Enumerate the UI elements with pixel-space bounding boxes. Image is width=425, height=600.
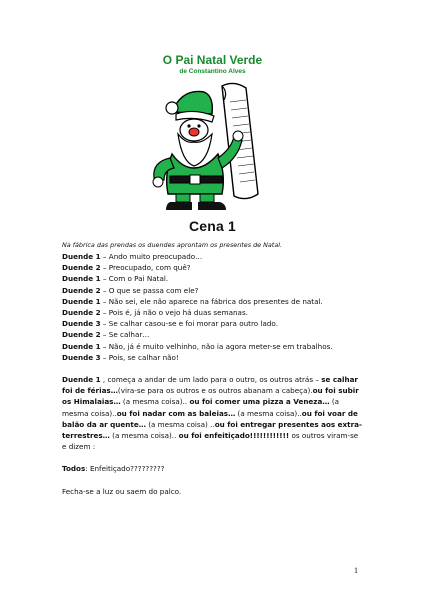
text-phrase: (a mesma coisa)..	[109, 431, 179, 441]
bold-phrase: ou foi subir os Himalaias…	[62, 386, 359, 407]
dialogue-line	[62, 318, 362, 329]
speaker-name: Duende 2	[62, 308, 101, 318]
speaker-name: Duende 1	[62, 296, 101, 306]
text-phrase: (vira-se para os outros e os outros abanam a cabeça).	[117, 386, 313, 396]
bold-phrase: ou foi entregar presentes aos extra-terrestres…	[62, 419, 362, 441]
narrative-paragraph	[62, 374, 362, 452]
speaker-name: Duende 1	[62, 252, 101, 261]
dialogue-line	[62, 341, 362, 352]
stage-direction: Na fábrica das prendas os duendes aprontam os presentes de Natal.	[62, 241, 283, 249]
bold-phrase: se calhar foi de férias…	[62, 375, 358, 396]
line-text: – Não sei, ele não aparece na fábrica dos presentes de natal.	[100, 296, 323, 306]
line-text: – Ando muito preocupado…	[100, 252, 203, 261]
line-text: – Preocupado, com quê?	[100, 263, 191, 273]
dialogue-line	[62, 285, 362, 296]
document-author: de Constantino Alves	[179, 68, 246, 75]
bold-phrase: ou foi nadar com as baleias…	[116, 408, 236, 418]
document-title: O Pai Natal Verde	[162, 53, 263, 67]
dialogue-block	[62, 251, 362, 363]
dialogue-line	[62, 251, 362, 262]
green-santa-illustration	[142, 78, 270, 212]
closing-direction: Fecha-se a luz ou saem do palco.	[62, 486, 182, 496]
dialogue-line	[62, 352, 362, 363]
dialogue-line-todos	[62, 463, 362, 474]
speaker-name: Duende 1	[62, 341, 101, 351]
speaker-name: Duende 2	[62, 263, 101, 273]
speaker-name: Todos	[62, 464, 86, 474]
text-phrase: os outros viram-se e dizem :	[62, 431, 359, 452]
dialogue-line	[62, 273, 362, 284]
bold-phrase: ou foi voar de balão da ar quente…	[62, 408, 358, 429]
dialogue-line	[62, 262, 362, 273]
bold-phrase: ou foi enfeitiçado!!!!!!!!!!!!	[178, 431, 290, 441]
speaker-name: Duende 2	[62, 285, 101, 295]
line-text: – O que se passa com ele?	[100, 285, 199, 295]
speaker-name: Duende 3	[62, 352, 101, 362]
text-phrase: (a mesma coisa) ..	[145, 419, 215, 429]
scene-heading: Cena 1	[188, 218, 237, 234]
dialogue-line	[62, 329, 362, 340]
dialogue-line	[62, 307, 362, 318]
text-phrase: (a mesma coisa)..	[62, 397, 340, 418]
script-body	[62, 240, 362, 497]
line-text: – Pois é, já não o vejo há duas semanas.	[100, 308, 248, 318]
text-phrase: , começa a andar de um lado para o outro, os outros atrás –	[100, 375, 322, 385]
dialogue-line	[62, 296, 362, 307]
line-text: – Não, já é muito velhinho, não ia agora meter-se em trabalhos.	[100, 341, 333, 351]
speaker-name: Duende 1	[62, 274, 101, 284]
page-number: 1	[354, 566, 358, 575]
line-text: – Se calhar…	[100, 330, 150, 340]
line-text: – Se calhar casou-se e foi morar para outro lado.	[100, 319, 278, 329]
line-text: – Pois, se calhar não!	[100, 352, 179, 362]
text-phrase: (a mesma coisa)..	[120, 397, 190, 407]
bold-phrase: ou foi comer uma pizza a Veneza…	[189, 397, 330, 407]
text-phrase: (a mesma coisa)..	[235, 408, 302, 418]
line-text: – Com o Pai Natal.	[100, 274, 169, 284]
line-text: : Enfeitiçado?????????	[85, 464, 165, 474]
speaker-name: Duende 2	[62, 330, 101, 340]
bold-phrase: Duende 1	[62, 375, 101, 385]
speaker-name: Duende 3	[62, 319, 101, 329]
